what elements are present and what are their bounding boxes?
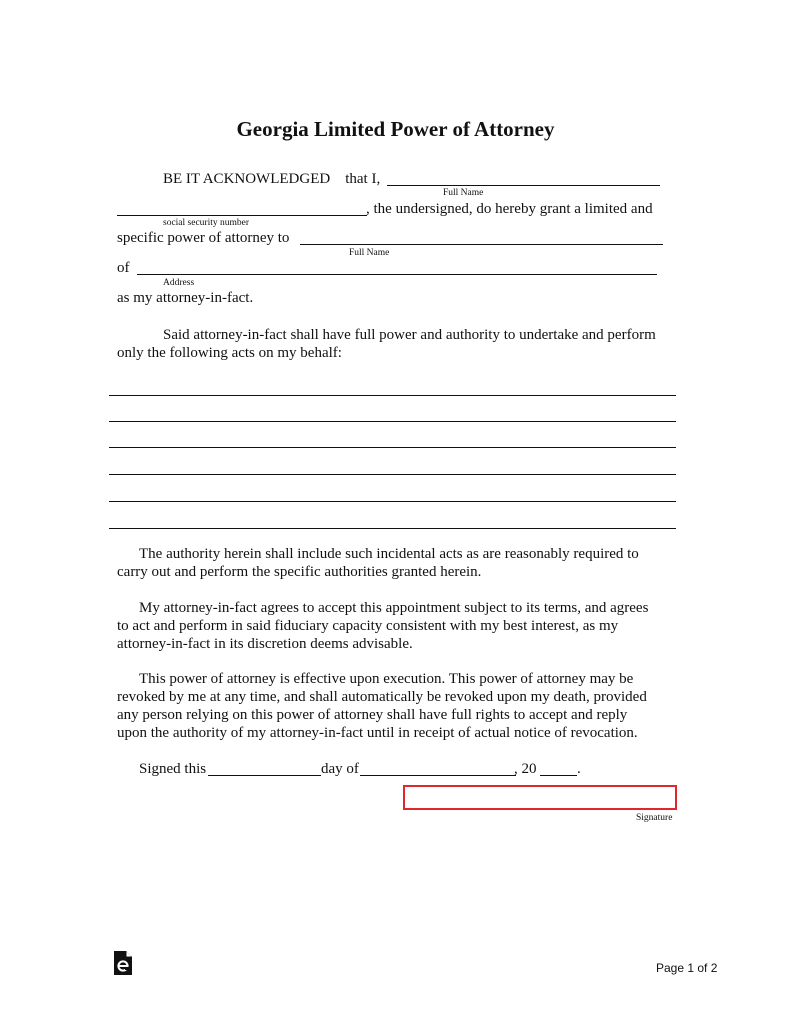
- signed-day-field[interactable]: [208, 775, 321, 776]
- signed-month-field[interactable]: [360, 775, 516, 776]
- incidental-line-2: carry out and perform the specific authorities granted herein.: [117, 564, 482, 580]
- acts-paragraph-line-2: only the following acts on my behalf:: [117, 345, 342, 361]
- fiduciary-line-3: attorney-in-fact in its discretion deems advisable.: [117, 636, 413, 652]
- address-field[interactable]: [137, 274, 657, 275]
- address-label: Address: [163, 278, 195, 288]
- specific-power-text: specific power of attorney to: [117, 230, 290, 246]
- effective-line-2: revoked by me at any time, and shall automatically be revoked upon my death, provided: [117, 689, 647, 705]
- day-of-text: day of: [321, 761, 359, 777]
- full-name-field-1[interactable]: [387, 185, 660, 186]
- acts-line-6[interactable]: [109, 528, 676, 529]
- full-name-field-2[interactable]: [300, 244, 663, 245]
- full-name-label-2: Full Name: [349, 248, 390, 258]
- that-i-text: that I,: [345, 171, 381, 187]
- signed-this-text: Signed this: [139, 761, 207, 777]
- full-name-label-1: Full Name: [443, 188, 484, 198]
- acts-paragraph-line-1: Said attorney-in-fact shall have full power and authority to undertake and perform: [163, 327, 656, 343]
- signed-period: .: [577, 761, 581, 777]
- effective-line-3: any person relying on this power of attorney shall have full rights to accept and reply: [117, 707, 628, 723]
- as-attorney-text: as my attorney-in-fact.: [117, 290, 254, 306]
- acts-line-2[interactable]: [109, 421, 676, 422]
- effective-line-4: upon the authority of my attorney-in-fact until in receipt of actual notice of revocation.: [117, 725, 638, 741]
- acts-line-4[interactable]: [109, 474, 676, 475]
- acts-line-5[interactable]: [109, 501, 676, 502]
- signature-field[interactable]: [403, 785, 677, 810]
- ssn-label: social security number: [163, 218, 250, 228]
- effective-line-1: This power of attorney is effective upon execution. This power of attorney may be: [139, 671, 634, 687]
- page-indicator: Page 1 of 2: [656, 961, 718, 975]
- eforms-logo-icon: [114, 951, 132, 975]
- fiduciary-line-1: My attorney-in-fact agrees to accept this appointment subject to its terms, and agrees: [139, 600, 649, 616]
- intro-prefix: BE IT ACKNOWLEDGED: [163, 171, 331, 187]
- signed-year-field[interactable]: [540, 775, 577, 776]
- fiduciary-line-2: to act and perform in said fiduciary capacity consistent with my best interest, as my: [117, 618, 619, 634]
- of-text: of: [117, 260, 130, 276]
- signature-label: Signature: [636, 813, 673, 823]
- acts-line-1[interactable]: [109, 395, 676, 396]
- year-prefix-text: , 20: [514, 761, 537, 777]
- ssn-field[interactable]: [117, 215, 367, 216]
- incidental-line-1: The authority herein shall include such incidental acts as are reasonably required to: [139, 546, 639, 562]
- undersigned-text: , the undersigned, do hereby grant a limited and: [366, 201, 653, 217]
- intro-line-1: [163, 171, 380, 188]
- document-title: Georgia Limited Power of Attorney: [236, 117, 555, 141]
- acts-line-3[interactable]: [109, 447, 676, 448]
